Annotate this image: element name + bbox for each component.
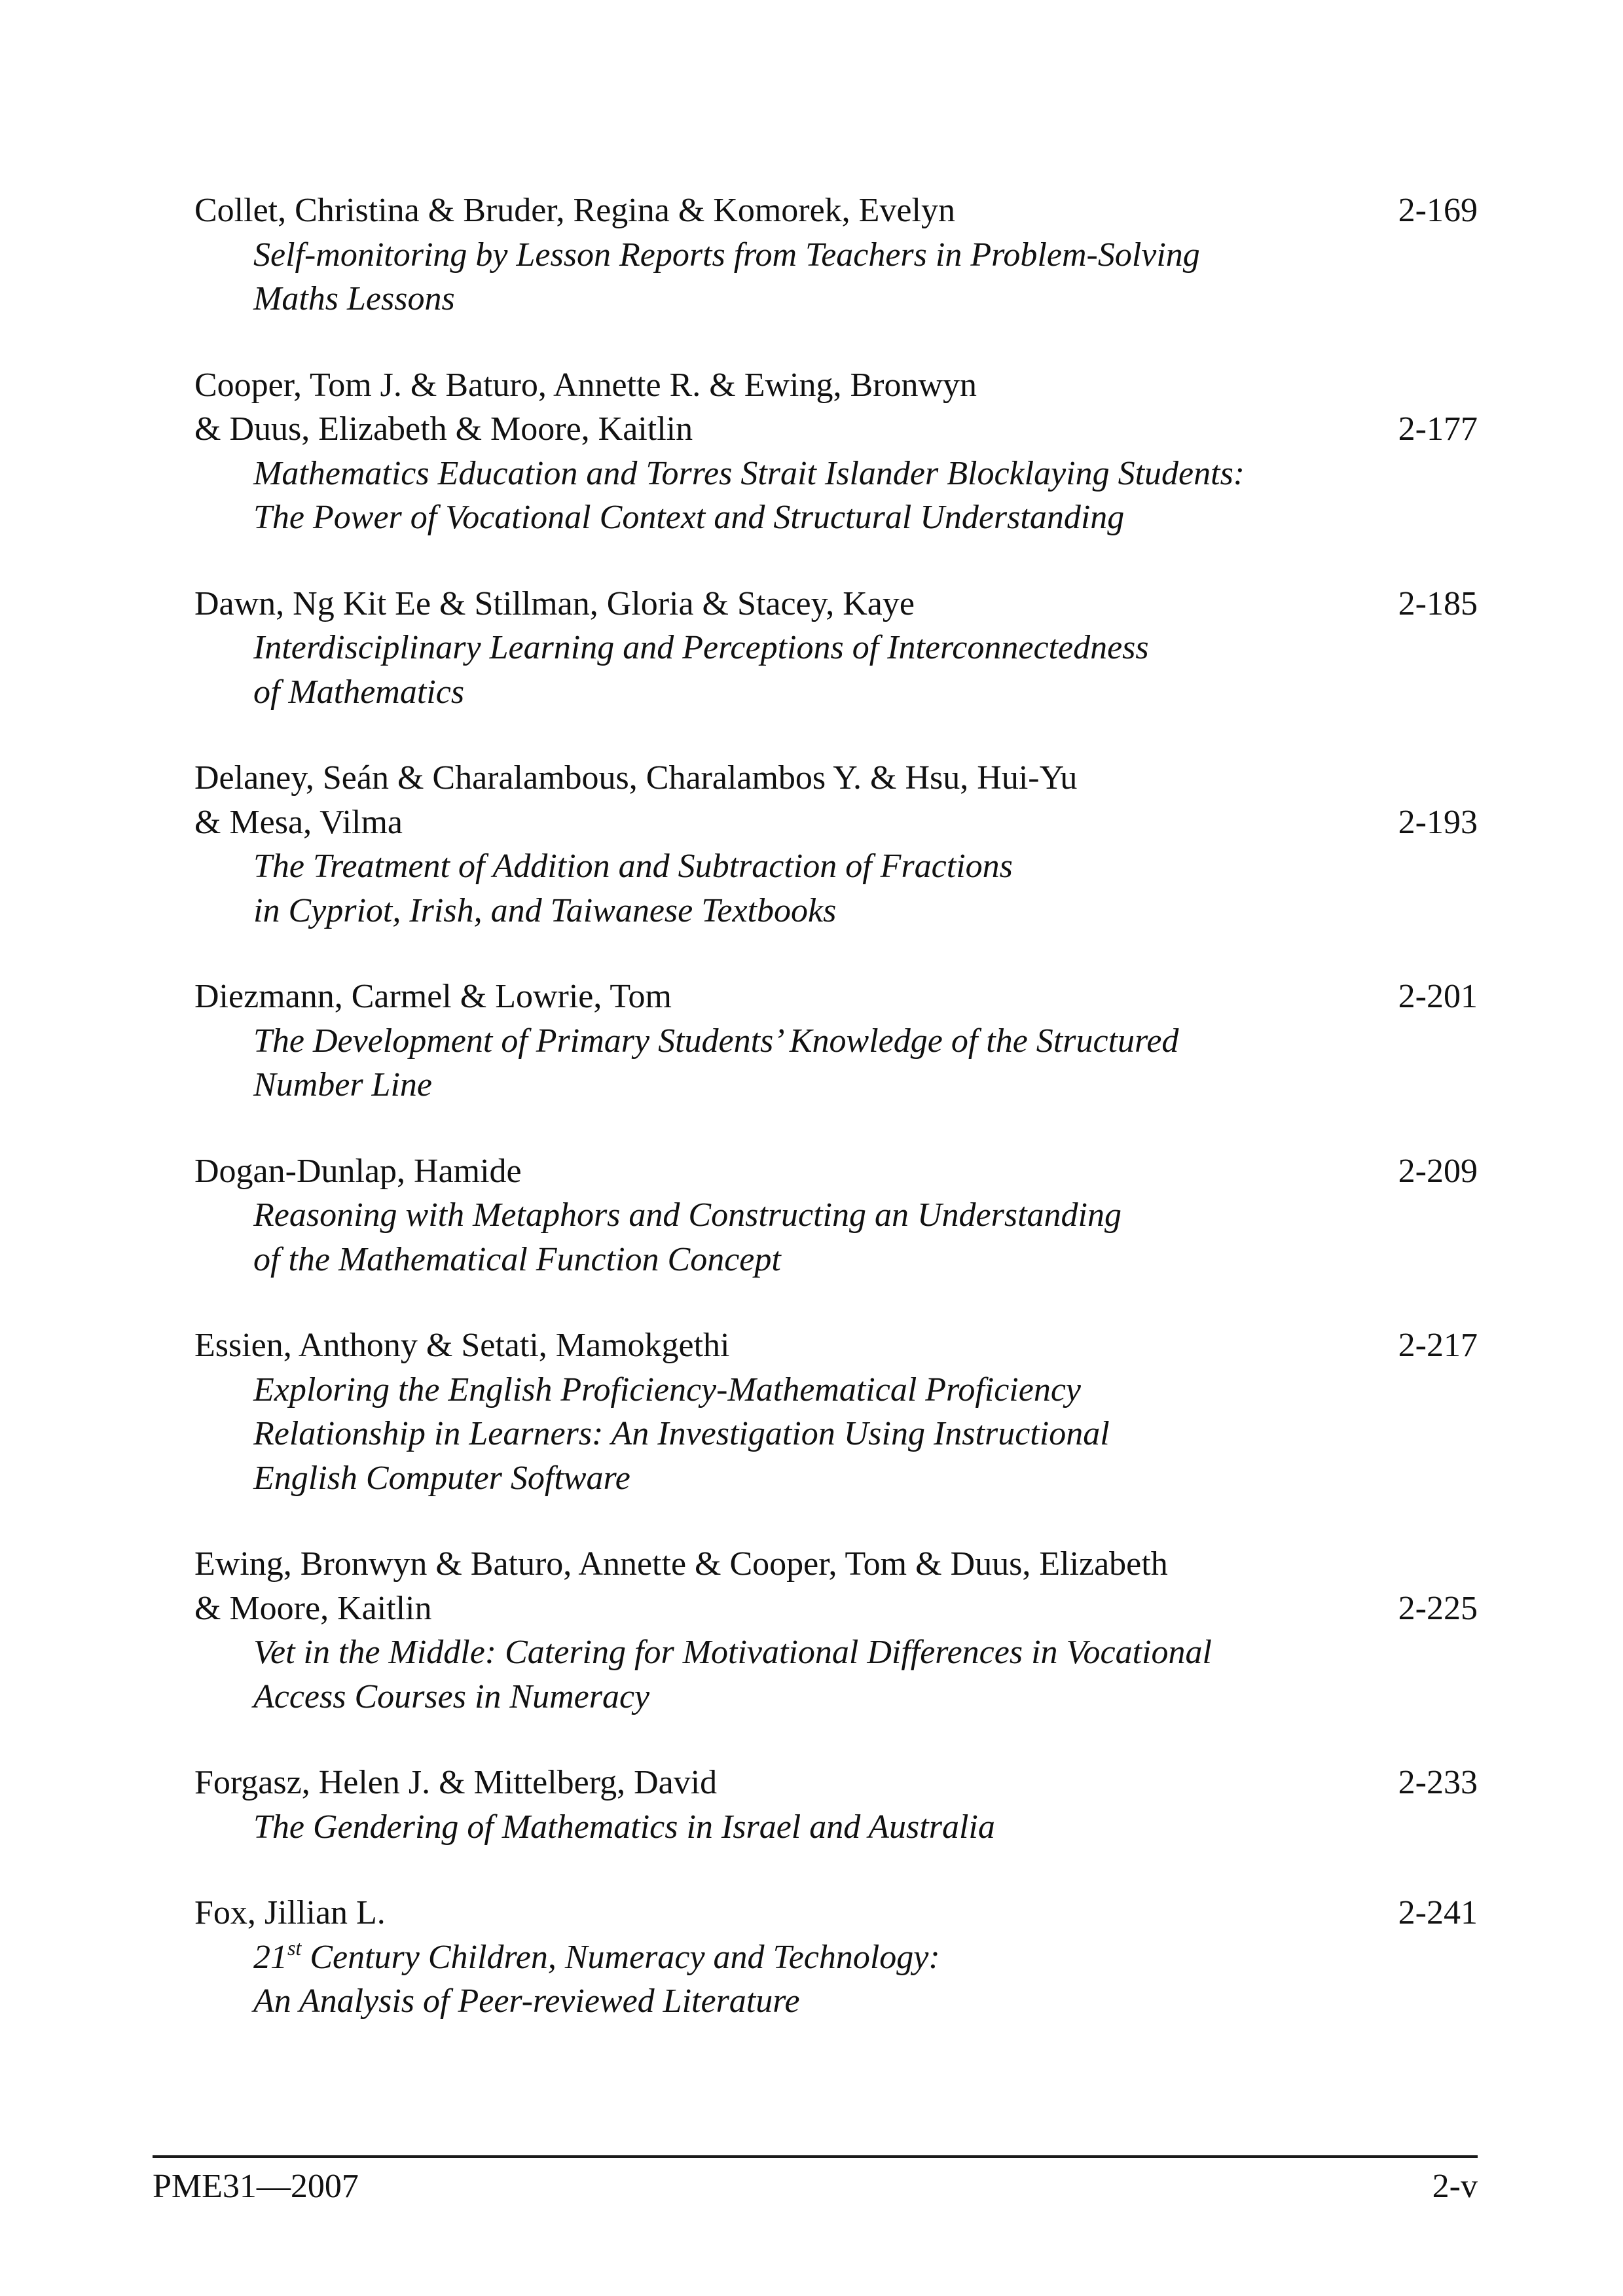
entry-authors (194, 975, 1478, 1019)
entry-authors (194, 363, 1478, 452)
author-line: Fox, Jillian L. (194, 1894, 386, 1931)
entry-authors (194, 188, 1478, 233)
toc-entry (194, 1323, 1478, 1500)
author-line: & Mesa, Vilma (194, 803, 403, 841)
author-line: Forgasz, Helen J. & Mittelberg, David (194, 1764, 718, 1801)
title-ordinal-number: 21 (253, 1938, 287, 1976)
toc-entry (194, 582, 1478, 715)
footer-page-number: 2-v (1432, 2168, 1478, 2205)
page-number: 2-225 (1398, 1589, 1478, 1627)
title-line: of Mathematics (253, 673, 465, 711)
toc-entry (194, 188, 1478, 321)
author-line: Cooper, Tom J. & Baturo, Annette R. & Ewing, Bronwyn (194, 366, 977, 404)
page-number: 2-201 (1398, 978, 1478, 1015)
entry-title (194, 1805, 1478, 1850)
title-ordinal-suffix: st (287, 1935, 302, 1960)
footer-conference-label: PME31—2007 (153, 2168, 359, 2205)
title-line: in Cypriot, Irish, and Taiwanese Textbooks (253, 891, 837, 929)
page-number: 2-169 (1398, 192, 1478, 229)
entry-title (194, 844, 1478, 933)
author-line: Delaney, Seán & Charalambous, Charalambos Y. & Hsu, Hui-Yu (194, 759, 1078, 797)
author-line: Diezmann, Carmel & Lowrie, Tom (194, 978, 672, 1015)
title-line: An Analysis of Peer-reviewed Literature (253, 1982, 800, 2020)
title-line: Exploring the English Proficiency-Mathematical Proficiency (253, 1371, 1081, 1408)
title-line-rest: Century Children, Numeracy and Technology: (301, 1938, 940, 1976)
page-number: 2-217 (1398, 1327, 1478, 1364)
title-line: The Development of Primary Students’ Knowledge of the Structured (253, 1022, 1179, 1060)
entry-authors (194, 756, 1478, 844)
author-line: & Moore, Kaitlin (194, 1589, 432, 1627)
page-number: 2-233 (1398, 1764, 1478, 1801)
toc-entry (194, 975, 1478, 1107)
title-line: of the Mathematical Function Concept (253, 1240, 781, 1278)
toc-entry (194, 363, 1478, 540)
entry-title (194, 1630, 1478, 1719)
title-line: The Power of Vocational Context and Structural Understanding (253, 499, 1125, 536)
author-line: & Duus, Elizabeth & Moore, Kaitlin (194, 410, 693, 448)
entry-title (194, 1368, 1478, 1501)
title-line: Reasoning with Metaphors and Constructing an Understanding (253, 1196, 1122, 1234)
title-line: Self-monitoring by Lesson Reports from Teachers in Problem-Solving (253, 236, 1200, 274)
title-line: Mathematics Education and Torres Strait Islander Blocklaying Students: (253, 454, 1245, 492)
author-line: Dawn, Ng Kit Ee & Stillman, Gloria & Stacey, Kaye (194, 584, 915, 622)
page-number: 2-185 (1398, 584, 1478, 622)
entry-title (194, 233, 1478, 321)
entry-title (194, 1193, 1478, 1282)
entry-authors (194, 1323, 1478, 1368)
title-line (253, 1935, 1478, 1980)
title-line: Access Courses in Numeracy (253, 1677, 650, 1715)
toc-entry (194, 1891, 1478, 2024)
title-line: Interdisciplinary Learning and Perceptions of Interconnectedness (253, 629, 1149, 666)
author-line: Collet, Christina & Bruder, Regina & Komorek, Evelyn (194, 192, 955, 229)
author-line: Essien, Anthony & Setati, Mamokgethi (194, 1327, 730, 1364)
toc-entry (194, 1761, 1478, 1849)
entry-authors (194, 582, 1478, 626)
page-number: 2-209 (1398, 1152, 1478, 1190)
title-line: Maths Lessons (253, 280, 455, 317)
entry-authors (194, 1891, 1478, 1935)
title-line: Vet in the Middle: Catering for Motivational Differences in Vocational (253, 1634, 1212, 1671)
author-line: Dogan-Dunlap, Hamide (194, 1152, 522, 1190)
entry-title (194, 1935, 1478, 2024)
entry-title (194, 452, 1478, 540)
page-number: 2-241 (1398, 1894, 1478, 1931)
toc-entry (194, 1149, 1478, 1282)
entry-title (194, 626, 1478, 714)
table-of-contents (194, 188, 1478, 2066)
author-line: Ewing, Bronwyn & Baturo, Annette & Cooper, Tom & Duus, Elizabeth (194, 1545, 1168, 1583)
entry-title (194, 1019, 1478, 1107)
title-line: English Computer Software (253, 1459, 630, 1497)
title-line: The Gendering of Mathematics in Israel and Australia (253, 1808, 995, 1846)
toc-entry (194, 1542, 1478, 1719)
footer-divider (153, 2155, 1478, 2158)
title-line: The Treatment of Addition and Subtraction of Fractions (253, 848, 1013, 885)
title-line: Relationship in Learners: An Investigation Using Instructional (253, 1415, 1110, 1452)
page-number: 2-177 (1398, 410, 1478, 448)
page-number: 2-193 (1398, 803, 1478, 841)
entry-authors (194, 1149, 1478, 1194)
entry-authors (194, 1761, 1478, 1805)
toc-entry (194, 756, 1478, 933)
entry-authors (194, 1542, 1478, 1630)
title-line: Number Line (253, 1066, 432, 1103)
